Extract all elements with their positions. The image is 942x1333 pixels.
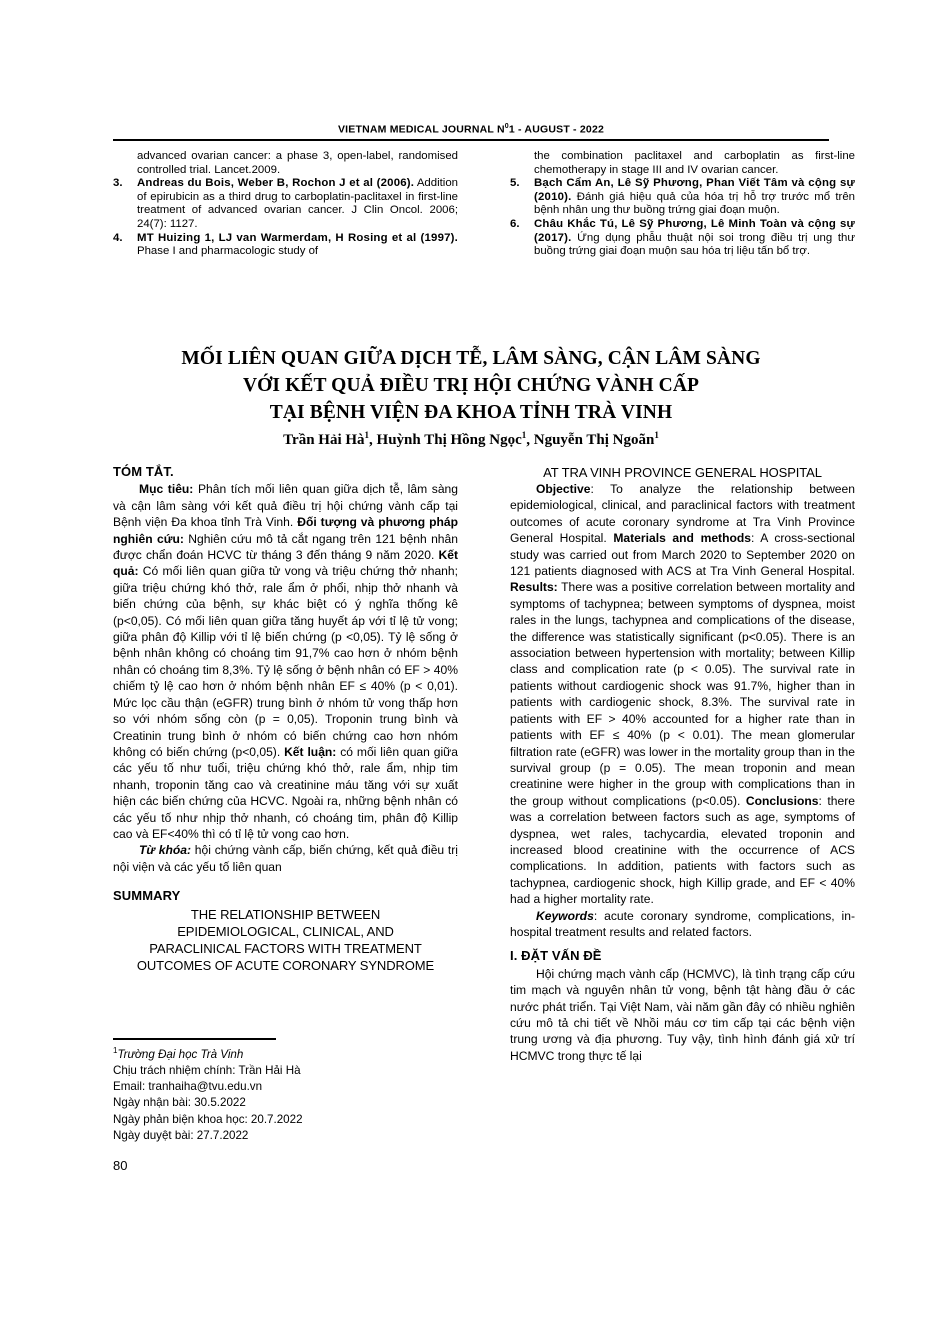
english-title-line-1: THE RELATIONSHIP BETWEEN — [190, 906, 381, 922]
abstract-vi-conclusion-text: có mối liên quan giữa các yếu tố như tuổi, triệu chứng khó thở, rale ẩm, nhịp tim nhanh, troponin tăng cao và creatinine máu tăng với sự xuất hiện các biến chứng của HCVC. Ngoài ra, những bệnh nhân có các yếu tố như nhịp thở nhanh, có choáng tim, phân độ Killip cao và EF<40% thì có tỉ lệ tử vong cao hơn. — [113, 744, 458, 841]
reference-details: Addition of epirubicin as a third drug to carboplatin-paclitaxel in first-line treatment of advanced ovarian cancer. J Clin Oncol. 2006; 24(7): 1127. — [137, 177, 458, 230]
abstract-en-methods-text: : A cross-sectional study was carried out from March 2020 to September 2020 on 121 patients diagnosed with ACS at Tra Vinh General Hospital. — [510, 531, 855, 579]
reference-details: Đánh giá hiệu quả của hóa trị hỗ trợ trước mổ trên bệnh nhân ung thư buồng trứng giai đoạn muộn. — [534, 190, 855, 217]
references-left-column — [113, 150, 458, 259]
reference-item — [113, 177, 458, 231]
reference-authors: MT Huizing 1, LJ van Warmerdam, H Rosing et al (1997). — [137, 231, 458, 244]
reference-authors: Bạch Cẩm An, Lê Sỹ Phương, Phan Viết Tâm và cộng sự (2010). — [534, 177, 855, 203]
author-name: Trần Hải Hà — [283, 432, 365, 448]
footnote-affiliation-marker: 1 — [113, 1046, 118, 1055]
abstract-en-methods-label: Materials and methods — [613, 531, 751, 546]
abstract-vi-methods-text: Nghiên cứu mô tả cắt ngang trên 121 bệnh nhân được chẩn đoán HCVC từ tháng 3 đến tháng 9 năm 2020. — [113, 531, 458, 563]
english-title — [113, 906, 458, 974]
footnote-responsible-author: Chịu trách nhiệm chính: Trần Hải Hà — [113, 1064, 301, 1078]
abstract-vi-keywords-text: hội chứng vành cấp, biến chứng, kết quả điều trị nội viện và các yếu tố liên quan — [113, 843, 458, 874]
abstract-vi-methods-label: Đối tượng và phương pháp nghiên cứu: — [113, 515, 458, 546]
running-head-post: 1 - AUGUST - 2022 — [508, 123, 605, 136]
reference-item — [510, 217, 855, 259]
abstract-en-conclusion-label: Conclusions — [745, 793, 819, 808]
abstract-en-heading: SUMMARY — [113, 888, 181, 904]
running-head-superscript: 0 — [504, 123, 509, 130]
footnote-affiliation — [113, 1043, 458, 1063]
footnote-block — [113, 1043, 458, 1144]
english-title-line-2: EPIDEMIOLOGICAL, CLINICAL, AND — [177, 923, 394, 939]
reference-item — [113, 231, 458, 259]
abstract-en-keywords — [510, 908, 855, 941]
article-title-line-2: VỚI KẾT QUẢ ĐIỀU TRỊ HỘI CHỨNG VÀNH CẤP — [242, 375, 700, 396]
header-divider — [113, 139, 829, 141]
abstract-en-results-text: There was a positive correlation between mortality and symptoms of tachypnea; between symptoms of dyspnea, moist rales in the lungs, tachypnea and complications of the disease, the difference was statistically significant (p<0.05). There is an association between hypertension with mortality; between Killip class and complication rate (p < 0.05). The survival rate in patients without cardiogenic shock was 91.7%, higher than in patients with cardiogenic shock, 8.3%. The survival rate in patients with EF > 40% accounted for a higher rate than in patients with EF ≤ 40% (p < 0.01). The mean glomerular filtration rate (eGFR) was lower in the mortality group than in the survival group (p = 0.05). The mean troponin and mean creatinine were higher in the group with complications than in the group without complications (p<0.05). — [510, 580, 855, 808]
english-title-line-5: AT TRA VINH PROVINCE GENERAL HOSPITAL — [543, 465, 822, 480]
author-affiliation-marker: 1 — [364, 430, 370, 440]
section-1-paragraph: Hội chứng mạch vành cấp (HCMVC), là tình trạng cấp cứu tim mạch và nguyên nhân tử vong, bệnh tật hàng đầu ở các nước phát triển. Tại Việt Nam, vài năm gần đây có nhiều nghiên cứu mô tả chi tiết về Nhồi máu cơ tim cấp tại các bệnh viện trung ương và địa phương. Tuy vậy, tình hình đánh giá xử trí HCMVC trong thực tế lại — [510, 966, 855, 1063]
english-title-line-3: PARACLINICAL FACTORS WITH TREATMENT — [149, 940, 422, 956]
article-title — [113, 345, 829, 426]
reference-continuation-text: the combination paclitaxel and carboplatin as first-line chemotherapy in stage III and IV ovarian cancer. — [534, 150, 855, 176]
reference-number: 4. — [113, 231, 123, 244]
author-affiliation-marker: 1 — [654, 430, 659, 440]
author-name: , Huỳnh Thị Hồng Ngọc — [369, 432, 522, 448]
reference-number: 6. — [510, 217, 520, 230]
abstract-english-column — [510, 464, 855, 1064]
reference-details: Phase I and pharmacologic study of — [137, 245, 319, 258]
footnote-received-date: Ngày nhận bài: 30.5.2022 — [113, 1096, 246, 1110]
footnote-affiliation-text: Trường Đại học Trà Vinh — [117, 1047, 244, 1061]
abstract-vi-body — [113, 481, 458, 842]
article-title-line-3: TẠI BỆNH VIỆN ĐA KHOA TỈNH TRÀ VINH — [269, 402, 673, 423]
author-name: , Nguyễn Thị Ngoãn — [526, 432, 655, 448]
abstract-vi-results-label: Kết quả: — [113, 548, 458, 579]
section-1-heading: I. ĐẶT VẤN ĐỀ — [510, 948, 602, 964]
page-number: 80 — [113, 1158, 128, 1173]
author-list — [113, 430, 829, 449]
running-head — [113, 123, 829, 136]
running-head-pre: VIETNAM MEDICAL JOURNAL N — [337, 123, 505, 136]
footnote-email: Email: tranhaiha@tvu.edu.vn — [113, 1080, 263, 1094]
reference-details: Ứng dụng phẫu thuật nội soi trong điều trị ung thư buồng trứng giai đoạn muộn sau hóa trị liệu tấn bổ trợ. — [534, 231, 855, 258]
footnote-review-date: Ngày phản biện khoa học: 20.7.2022 — [113, 1112, 303, 1126]
reference-item — [510, 177, 855, 218]
abstract-en-keywords-text: : acute coronary syndrome, complications, in-hospital treatment results and related factors. — [510, 908, 855, 939]
footnote-accepted-date: Ngày duyệt bài: 27.7.2022 — [113, 1128, 249, 1142]
abstract-vi-heading: TÓM TẮT. — [113, 464, 174, 479]
abstract-vi-objective-label: Mục tiêu: — [139, 482, 194, 497]
english-title-line-4: OUTCOMES OF ACUTE CORONARY SYNDROME — [136, 957, 435, 973]
abstract-en-objective-text: : To analyze the relationship between epidemiological, clinical, and paraclinical factors with treatment outcomes of acute coronary syndrome at Tra Vinh Province General Hospital. — [510, 482, 855, 546]
abstract-vi-objective-text: Phân tích mối liên quan giữa dịch tễ, lâm sàng và cận lâm sàng với kết quả điều trị hội chứng vành cấp tại Bệnh viện Đa khoa tỉnh Trà Vinh. — [113, 482, 459, 530]
abstract-en-keywords-label: Keywords — [536, 908, 594, 923]
abstract-en-results-label: Results: — [510, 580, 558, 595]
abstract-vi-results-text: Có mối liên quan giữa tử vong và triệu chứng thở nhanh; giữa triệu chứng khó thở, rale ẩm ở phổi, nhịp thở nhanh và biến chứng của bệnh, sự khác biệt có ý nghĩa thống kê (p<0,05). Có mối liên quan giữa tăng huyết áp với tỉ lệ tử vong; giữa phân độ Killip với tỉ lệ biến chứng (p <0,05). Tỷ lệ sống ở bệnh nhân không có choáng tim 91,7% cao hơn ở nhóm bệnh nhân có choáng tim 8,3%. Tỷ lệ sống ở bệnh nhân có EF > 40% chiếm tỷ lệ cao hơn ở nhóm bệnh nhân EF ≤ 40% (p < 0,01). Mức lọc cầu thận (eGFR) trung bình ở nhóm tử vong thấp hơn so với nhóm sống còn (p = 0,05). Troponin trung bình và Creatinin trung bình ở nhóm có biến chứng cao hơn nhóm không có biến chứng (p<0,05). — [113, 564, 458, 759]
abstract-en-body — [510, 481, 855, 908]
abstract-en-conclusion-text: : there was a correlation between factors such as age, symptoms of dyspnea, wet rales, tachycardia, elevated troponin and increased blood creatinine with the occurrence of ACS complications. In addition, patients with factors such as tachypnea, cardiogenic shock, high Killip grade, and EF < 40% had a higher mortality rate. — [510, 793, 855, 907]
reference-number: 5. — [510, 177, 520, 190]
abstract-vi-conclusion-label: Kết luận: — [284, 744, 337, 759]
footnote-divider — [113, 1038, 276, 1040]
reference-number: 3. — [113, 177, 123, 190]
reference-continuation-text: advanced ovarian cancer: a phase 3, open-label, randomised controlled trial. Lancet.2009. — [137, 150, 458, 176]
reference-authors: Andreas du Bois, Weber B, Rochon J et al (2006). — [137, 177, 415, 190]
author-affiliation-marker: 1 — [521, 430, 527, 440]
abstract-vi-keywords-label: Từ khóa: — [139, 843, 192, 858]
article-title-line-1: MỐI LIÊN QUAN GIỮA DỊCH TỄ, LÂM SÀNG, CẬN LÂM SÀNG — [181, 348, 761, 369]
reference-authors: Châu Khắc Tú, Lê Sỹ Phương, Lê Minh Toàn và cộng sự (2017). — [534, 217, 855, 244]
abstract-en-objective-label: Objective — [536, 482, 591, 496]
english-title-line-5-wrapper — [510, 464, 855, 481]
abstract-vi-keywords — [113, 842, 458, 875]
references-right-column — [510, 150, 855, 259]
abstract-vietnamese-column — [113, 464, 458, 974]
